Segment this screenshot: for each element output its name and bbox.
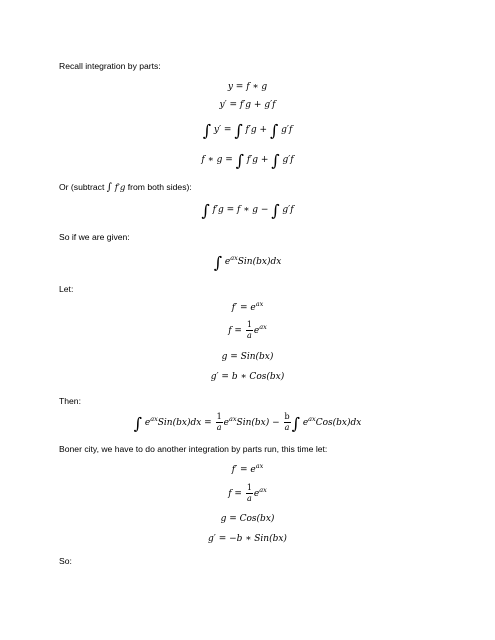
so-text: So: [59, 556, 72, 566]
fraction: $\frac{1}{a}$ [246, 320, 252, 340]
equation-let2-gprime: g′ = −b ∗ Sin(bx) [208, 534, 287, 544]
integral-sign: ∫ [271, 151, 280, 170]
equation-let2-g: g = Cos(bx) [220, 514, 275, 524]
equation-derivative: y′ = f′g + g′f [219, 100, 276, 110]
equation-integrate-both-sides: ∫ y′ = ∫ f′g + ∫ g′f [202, 121, 293, 140]
integral-sign: ∫ [213, 253, 223, 272]
fraction: $\frac{1}{a}$ [246, 483, 252, 503]
equation-given-integral: ∫ $e^{ax}Sin(bx)dx$ [213, 253, 282, 272]
integral-sign: ∫ [291, 414, 300, 433]
equation-product-integral: f ∗ g = ∫ f′g + ∫ g′f [201, 151, 294, 170]
integral-sign: ∫ [106, 182, 112, 193]
fraction: $\frac{b}{a}$ [284, 412, 290, 432]
second-parts-text: Boner city, we have to do another integration by parts run, this time let: [59, 444, 328, 454]
equation-then-result: ∫ $e^{ax}Sin(bx)dx$ = $\frac{1}{a}$ $e^{ax}Sin(bx)$ − $\frac{b}{a}$ ∫ $e^{ax}Cos(bx)dx$ [133, 412, 362, 433]
fraction: $\frac{1}{a}$ [216, 412, 222, 432]
then-text: Then: [59, 396, 81, 406]
equation-product: y = f ∗ g [227, 82, 268, 92]
integral-sign: ∫ [271, 201, 280, 220]
equation-let-g: g = Sin(bx) [221, 352, 274, 362]
subtract-text: Or (subtract ∫ f′g from both sides): [59, 182, 192, 193]
given-text: So if we are given: [59, 232, 130, 242]
intro-text: Recall integration by parts: [59, 61, 161, 71]
integral-sign: ∫ [202, 121, 212, 140]
equation-let2-f: f = $\frac{1}{a}$ $e^{ax}$ [228, 483, 267, 503]
integral-sign: ∫ [234, 121, 243, 140]
equation-parts-formula: ∫ f′g = f ∗ g − ∫ g′f [201, 201, 294, 220]
integral-sign: ∫ [133, 414, 143, 433]
integral-sign: ∫ [201, 201, 210, 220]
equation-let-fprime: $f' = e^{ax}$ [231, 300, 264, 313]
equation-let2-fprime: $f' = e^{ax}$ [231, 462, 264, 475]
let-text: Let: [59, 284, 74, 294]
integral-sign: ∫ [269, 121, 279, 140]
equation-let-f: f = $\frac{1}{a}$ $e^{ax}$ [228, 320, 267, 340]
integral-sign: ∫ [235, 151, 244, 170]
equation-let-gprime: g′ = b ∗ Cos(bx) [210, 372, 285, 382]
